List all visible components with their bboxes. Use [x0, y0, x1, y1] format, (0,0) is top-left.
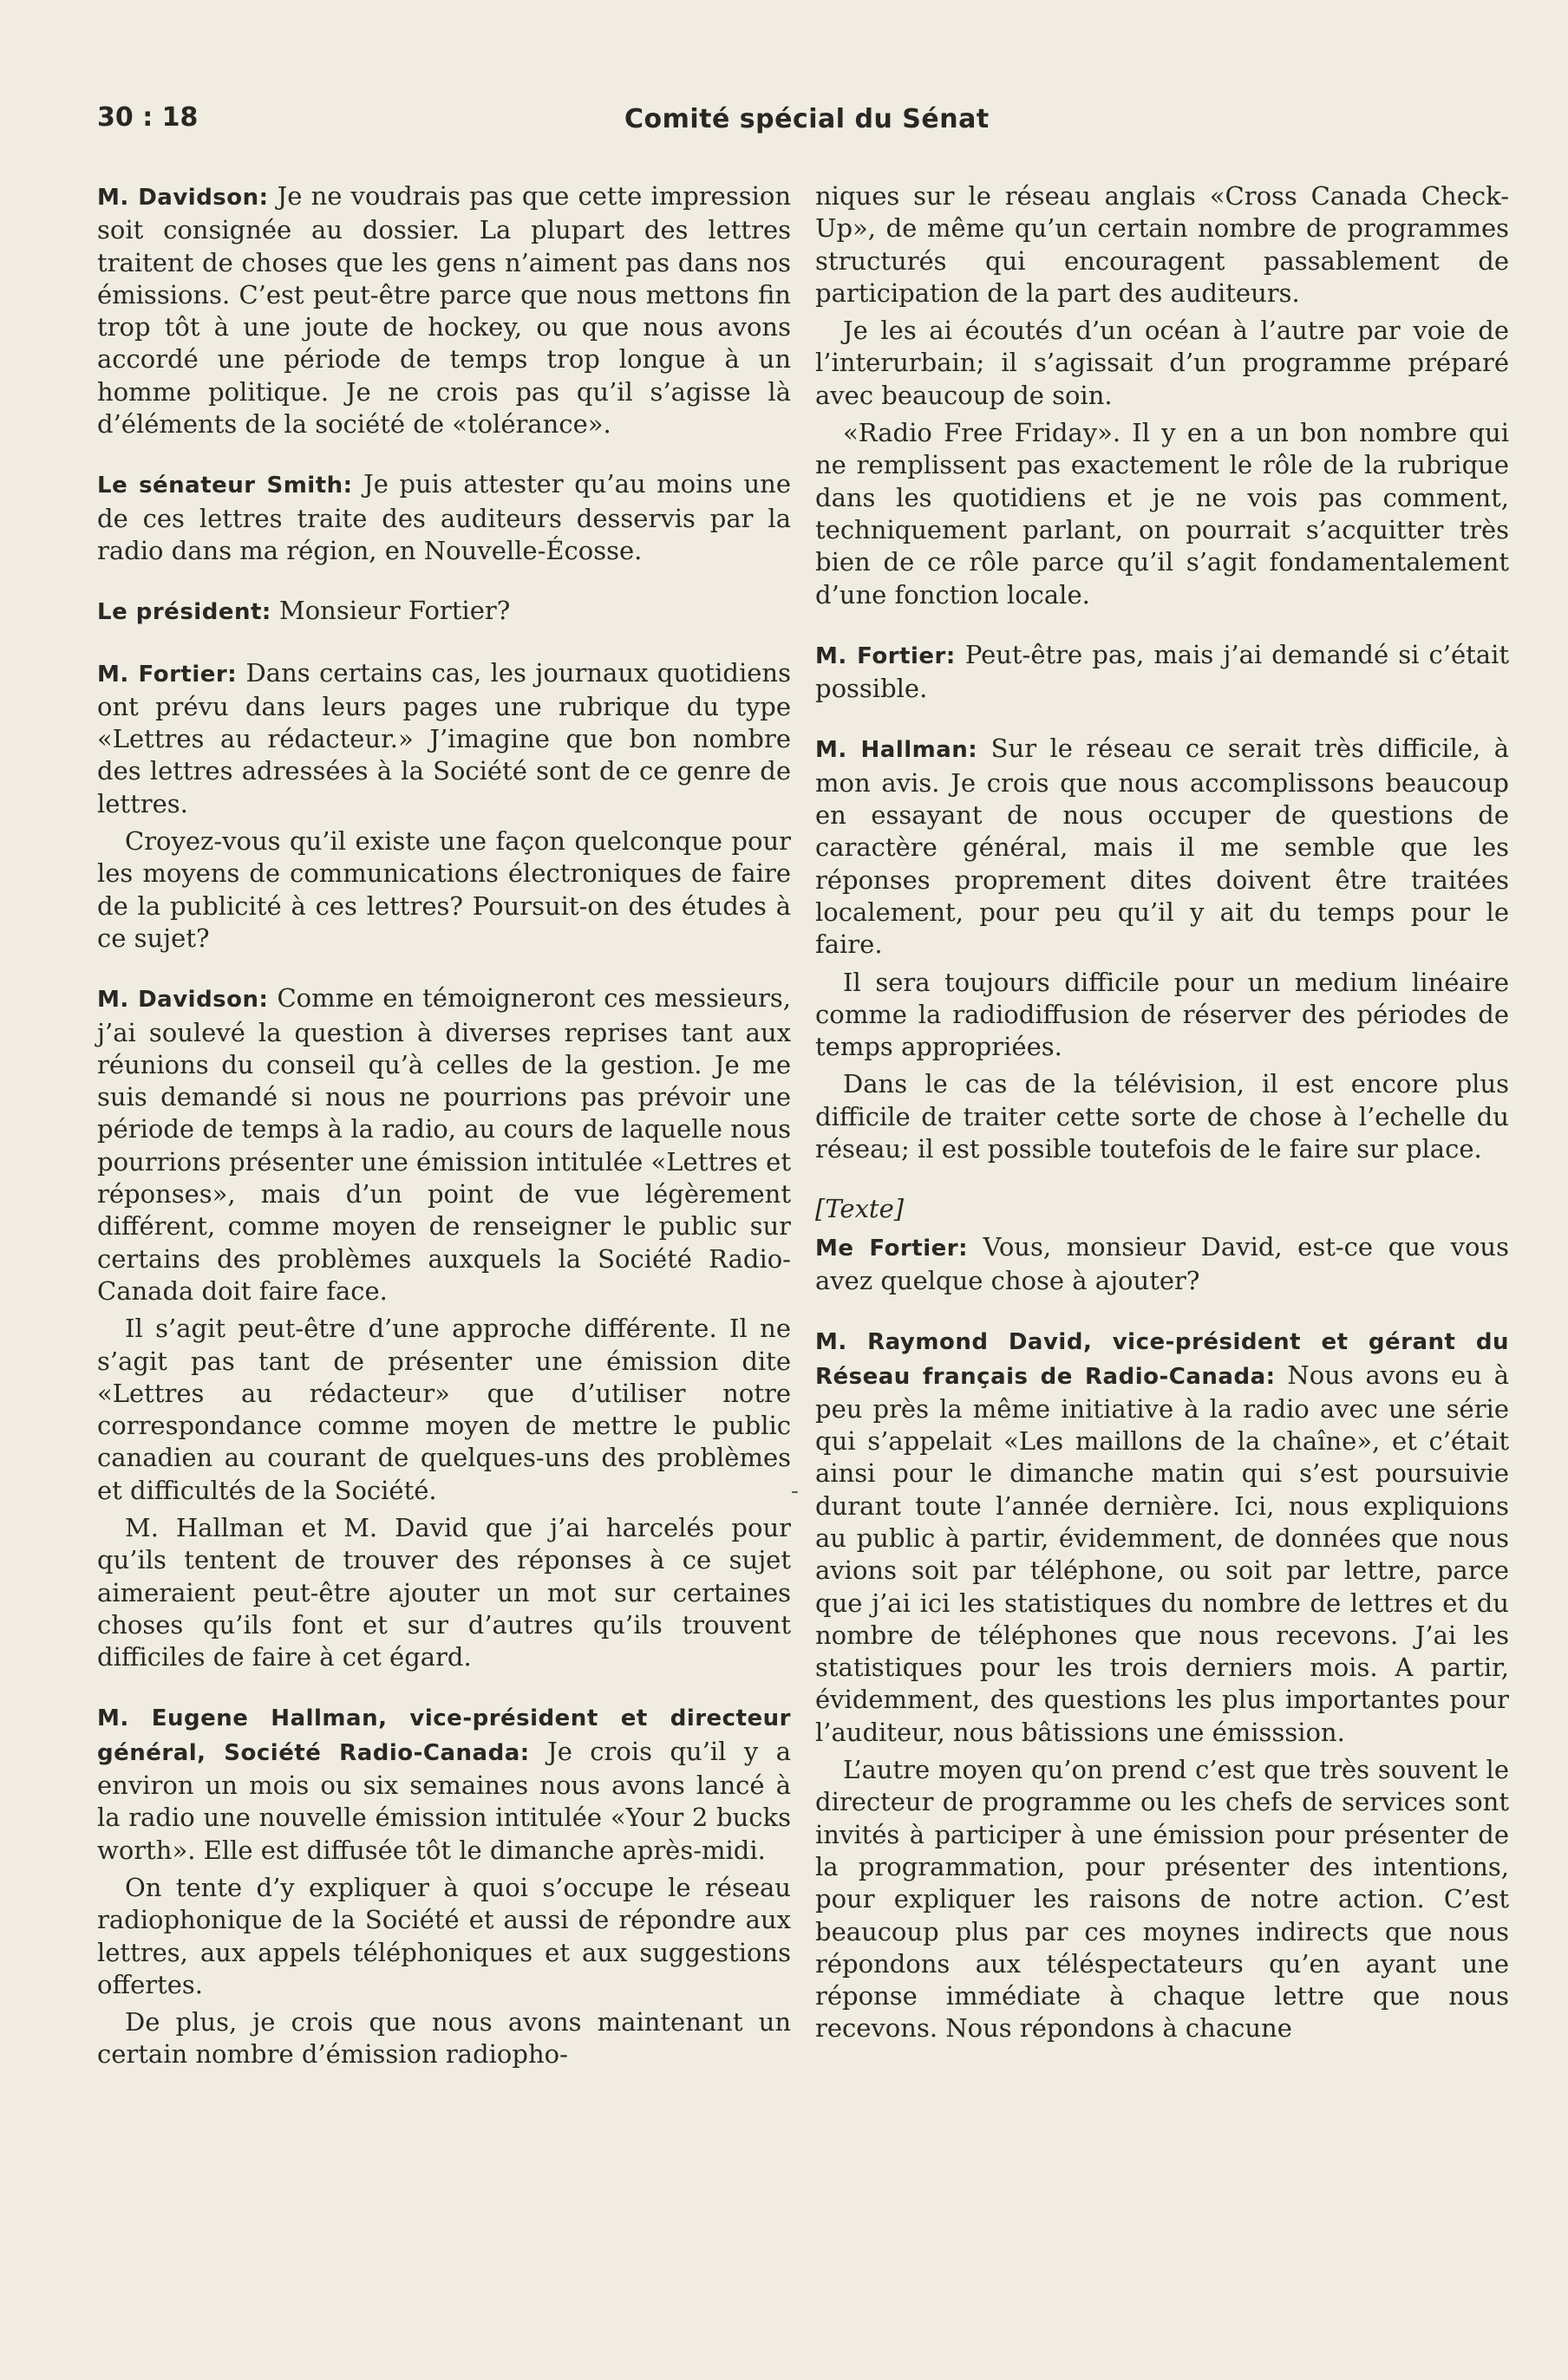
- speaker-name: M. Fortier:: [815, 642, 956, 669]
- paragraph: [97, 1701, 791, 1866]
- language-note: [Texte]: [815, 1194, 905, 1224]
- paragraph: M. Hallman et M. David que j’ai harcelés pour qu’ils tentent de trouver des réponses à ce sujet aimeraient peut-être ajouter un mot sur certaines choses qu’ils font et sur d’autres qu’ils trouvent difficiles de faire à cet égard.: [97, 1512, 791, 1673]
- paragraph-text: Je ne voudrais pas que cette impression soit consignée au dossier. La plupart des lettres traitent de choses que les gens n’aiment pas dans nos émissions. C’est peut-être parce que nous mettons fin trop tôt à une joute de hockey, ou que nous avons accordé une période de temps trop longue à un homme politique. Je ne crois pas qu’il s’agisse là d’éléments de la société de «tolérance».: [97, 181, 791, 440]
- paragraph-text: Je crois qu’il y a environ un mois ou six semaines nous avons lancé à la radio une nouvelle émission intitulée «Your 2 bucks worth». Elle est diffusée tôt le dimanche après-midi.: [97, 1736, 791, 1865]
- paragraph: Je les ai écoutés d’un océan à l’autre par voie de l’interurbain; il s’agissait d’un programme préparé avec beaucoup de soin.: [815, 316, 1509, 410]
- paragraph: [815, 1231, 1509, 1298]
- paragraph: Il sera toujours difficile pour un medium linéaire comme la radiodiffusion de réserver des périodes de temps appropriées.: [815, 967, 1509, 1062]
- paragraph-text: Nous avons eu à peu près la même initiative à la radio avec une série qui s’appelait «Les maillons de la chaîne», et c’était ainsi pour le dimanche matin qui s’est poursuivie durant toute l’année dernière. Ici, nous expliquions au public à partir, évidemment, de données que nous avions soit par téléphone, ou soit par lettre, parce que j’ai ici les statistiques du nombre de lettres et du nombre de téléphones que nous recevons. J’ai les statistiques pour les trois derniers mois. A partir, évidemment, des questions les plus importantes pour l’auditeur, nous bâtissions une émisssion.: [815, 1360, 1510, 1747]
- paragraph: [97, 982, 791, 1307]
- paragraph: [97, 657, 791, 820]
- paragraph: «Radio Free Friday». Il y en a un bon nombre qui ne remplissent pas exactement le rôle de la rubrique dans les quotidiens et je ne vois pas comment, techniquement parlant, on pourrait s’acquitter très bien de ce rôle parce qu’il s’agit fondamentalement d’une fonction locale.: [815, 418, 1509, 610]
- paragraph: L’autre moyen qu’on prend c’est que très souvent le directeur de programme ou les chefs de services sont invités à participer à une émission pour présenter de la programmation, pour présenter des intentions, pour expliquer les raisons de notre action. C’est beaucoup plus par ces moynes indirects que nous répondons aux téléspectateurs qu’en ayant une réponse immédiate à chaque lettre que nous recevons. Nous répondons à chacune: [815, 1755, 1509, 2044]
- paragraph: [815, 639, 1509, 706]
- page-number: 30 : 18: [97, 102, 199, 133]
- speaker-name: M. Davidson:: [97, 185, 269, 211]
- running-head: Comité spécial du Sénat: [624, 104, 990, 134]
- paragraph: On tente d’y expliquer à quoi s’occupe le réseau radiophonique de la Société et aussi de répondre aux lettres, aux appels téléphoniques et aux suggestions offertes.: [97, 1872, 791, 1999]
- paragraph: Croyez-vous qu’il existe une façon quelconque pour les moyens de communications électroniques de faire de la publicité à ces lettres? Poursuit-on des études à ce sujet?: [97, 826, 791, 953]
- right-column: [815, 180, 1509, 2045]
- paragraph-text: Vous, monsieur David, est-ce que vous avez quelque chose à ajouter?: [815, 1231, 1509, 1295]
- paragraph: [97, 180, 791, 440]
- speaker-name: M. Fortier:: [97, 661, 238, 688]
- speaker-name: M. Eugene Hallman, vice-président et directeur général, Société Radio-Canada:: [97, 1705, 791, 1766]
- speaker-name: M. Hallman:: [815, 737, 978, 764]
- speaker-name: M. Davidson:: [97, 987, 269, 1014]
- paragraph-text: Sur le réseau ce serait très difficile, à mon avis. Je crois que nous accomplissons beaucoup en essayant de nous occuper de questions de caractère général, mais il me semble que les réponses proprement dites doivent être traitées localement, pour peu qu’il y ait du temps pour le faire.: [815, 734, 1509, 960]
- paragraph: Dans le cas de la télévision, il est encore plus difficile de traiter cette sorte de chose à l’echelle du réseau; il est possible toutefois de le faire sur place.: [815, 1069, 1509, 1164]
- paragraph: [815, 733, 1509, 961]
- paragraph: [815, 1325, 1509, 1749]
- paragraph: [97, 595, 791, 629]
- speaker-name: Le sénateur Smith:: [97, 473, 353, 499]
- paragraph-text: Comme en témoigneront ces messieurs, j’ai soulevé la question à diverses reprises tant aux réunions du conseil qu’à celles de la gestion. Je me suis demandé si nous ne pourrions pas prévoir une période de temps à la radio, au cours de laquelle nous pourrions présenter une émission intitulée «Lettres et réponses», mais d’un point de vue légèrement différent, comme moyen de renseigner le public sur certains des problèmes auxquels la Société Radio-Canada doit faire face.: [97, 983, 791, 1306]
- speaker-name: Le président:: [97, 599, 271, 626]
- paragraph-text: Dans certains cas, les journaux quotidiens ont prévu dans leurs pages une rubrique du type «Lettres au rédacteur.» J’imagine que bon nombre des lettres adressées à la Société sont de ce genre de lettres.: [97, 657, 791, 818]
- left-column: [97, 180, 791, 2071]
- paragraph: Il s’agit peut-être d’une approche différente. Il ne s’agit pas tant de présenter une émission dite «Lettres au rédacteur» que d’utiliser notre correspondance comme moyen de mettre le public canadien au courant de quelques-uns des problèmes et difficultés de la Société.: [97, 1314, 791, 1505]
- paragraph-text: Monsieur Fortier?: [271, 596, 511, 626]
- paragraph-text: Je puis attester qu’au moins une de ces lettres traite des auditeurs desservis par la radio dans ma région, en Nouvelle-Écosse.: [97, 469, 791, 565]
- paragraph: [97, 468, 791, 567]
- paragraph-text: Peut-être pas, mais j’ai demandé si c’était possible.: [815, 639, 1509, 704]
- speaker-name: M. Raymond David, vice-président et gérant du Réseau français de Radio-Canada:: [815, 1329, 1509, 1390]
- speaker-name: Me Fortier:: [815, 1235, 968, 1262]
- margin-mark: -: [791, 1478, 799, 1504]
- paragraph: De plus, je crois que nous avons maintenant un certain nombre d’émission radiopho-: [97, 2007, 791, 2070]
- page-header: [97, 102, 1471, 149]
- paragraph: niques sur le réseau anglais «Cross Canada Check-Up», de même qu’un certain nombre de programmes structurés qui encouragent passablement de participation de la part des auditeurs.: [815, 181, 1509, 308]
